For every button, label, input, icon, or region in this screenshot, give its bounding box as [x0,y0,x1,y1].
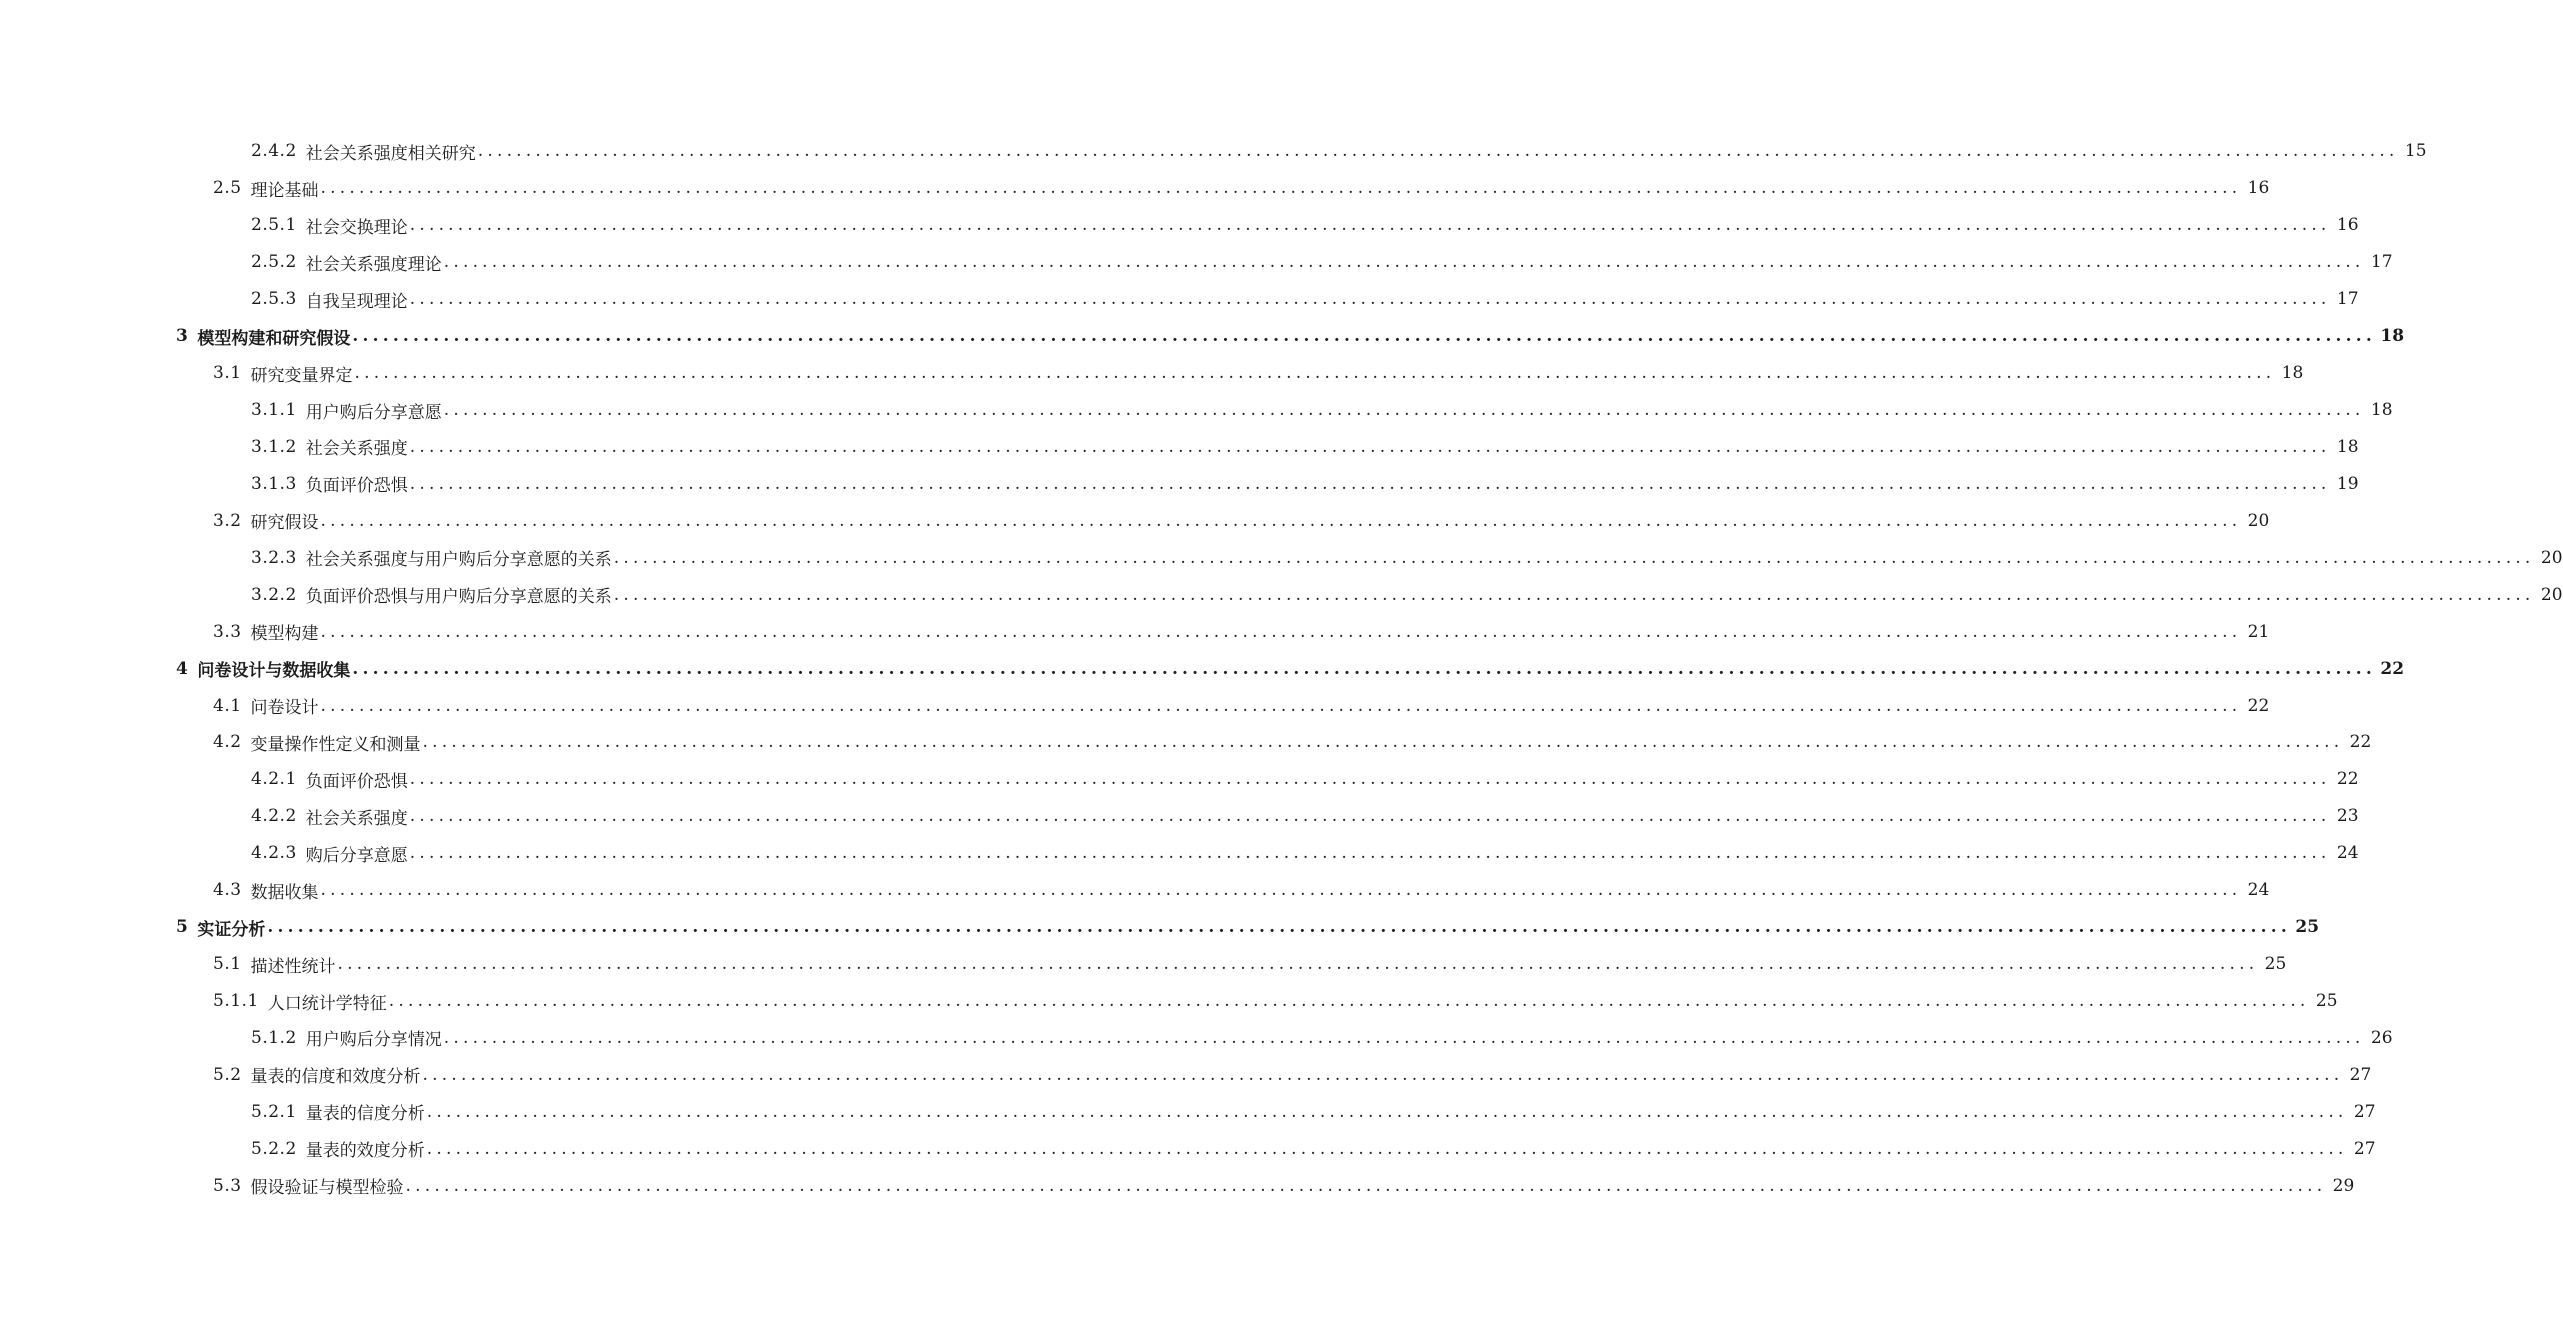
toc-entry-number: 5.2.2 [251,1138,297,1159]
toc-entry-number: 4.2 [213,732,242,753]
toc-entry[interactable] [0,392,2393,429]
toc-entry-title: 理论基础 [250,180,319,201]
toc-entry-title: 负面评价恐惧 [305,771,408,792]
toc-entry[interactable] [0,724,2372,761]
toc-entry[interactable] [0,133,2427,170]
toc-entry-page: 22 [2380,658,2405,679]
toc-entry-number: 3.1.2 [251,436,297,457]
toc-leader-dots: ........................................................................................................................................................................................................ [352,326,2377,347]
toc-entry[interactable] [0,613,2270,650]
toc-leader-dots: ........................................................................................................................................................................................................ [409,769,2331,790]
toc-entry-number: 3.3 [213,621,242,642]
toc-entry-title: 量表的信度分析 [305,1104,425,1125]
toc-entry[interactable] [0,281,2359,318]
toc-entry[interactable] [0,983,2338,1020]
toc-entry-page: 25 [2295,917,2320,938]
toc-leader-dots: ........................................................................................................................................................................................................ [409,806,2331,827]
toc-entry-page: 22 [2247,695,2270,716]
toc-entry-title: 社会关系强度与用户购后分享意愿的关系 [305,550,612,571]
toc-leader-dots: ........................................................................................................................................................................................................ [320,880,2242,901]
toc-entry-title: 数据收集 [250,882,319,903]
toc-entry-number: 3.1.3 [251,473,297,494]
toc-entry[interactable] [0,576,2563,613]
toc-entry-title: 量表的效度分析 [305,1141,425,1162]
toc-leader-dots: ........................................................................................................................................................................................................ [426,1138,2348,1159]
toc-entry-title: 描述性统计 [250,956,336,977]
toc-entry-title: 问卷设计 [250,698,319,719]
toc-entry-page: 18 [2370,400,2393,421]
toc-entry-title: 问卷设计与数据收集 [197,661,351,682]
toc-entry-number: 4.2.1 [251,769,297,790]
toc-leader-dots: ........................................................................................................................................................................................................ [354,363,2276,384]
toc-entry[interactable] [0,761,2359,798]
toc-entry-page: 24 [2247,880,2270,901]
toc-leader-dots: ........................................................................................................................................................................................................ [613,547,2535,568]
toc-entry-title: 负面评价恐惧 [305,476,408,497]
toc-entry-title: 自我呈现理论 [305,291,408,312]
toc-entry[interactable] [0,946,2287,983]
toc-entry-page: 18 [2380,326,2405,347]
toc-leader-dots: ........................................................................................................................................................................................................ [409,289,2331,310]
toc-entry[interactable] [0,1130,2376,1167]
toc-entry-page: 29 [2332,1175,2355,1196]
toc-entry-page: 25 [2315,991,2338,1012]
toc-entry-page: 26 [2370,1027,2393,1048]
toc-entry-page: 27 [2353,1101,2376,1122]
toc-entry[interactable] [0,872,2270,909]
toc-leader-dots: ........................................................................................................................................................................................................ [422,732,2344,753]
toc-entry-page: 18 [2336,436,2359,457]
toc-entry[interactable] [0,835,2359,872]
toc-entry[interactable] [0,909,2320,946]
toc-leader-dots: ........................................................................................................................................................................................................ [320,510,2242,531]
toc-entry[interactable] [0,465,2359,502]
toc-leader-dots: ........................................................................................................................................................................................................ [422,1064,2344,1085]
toc-leader-dots: ........................................................................................................................................................................................................ [409,473,2331,494]
toc-entry-title: 负面评价恐惧与用户购后分享意愿的关系 [305,587,612,608]
toc-entry[interactable] [0,650,2405,687]
toc-entry-title: 研究假设 [250,513,319,534]
toc-entry[interactable] [0,1093,2376,1130]
toc-leader-dots: ........................................................................................................................................................................................................ [409,215,2331,236]
toc-entry-number: 5.1.2 [251,1027,297,1048]
toc-entry-number: 2.5.3 [251,289,297,310]
toc-entry-title: 模型构建 [250,624,319,645]
toc-entry-page: 15 [2404,141,2427,162]
toc-entry-title: 社会关系强度理论 [305,254,442,275]
toc-entry-title: 购后分享意愿 [305,845,408,866]
toc-entry-page: 23 [2336,806,2359,827]
toc-entry-page: 19 [2336,473,2359,494]
toc-entry-number: 3.1 [213,363,242,384]
toc-entry[interactable] [0,244,2393,281]
toc-entry[interactable] [0,429,2359,466]
toc-entry-number: 2.5 [213,178,242,199]
toc-entry-page: 21 [2247,621,2270,642]
toc-entry-number: 2.4.2 [251,141,297,162]
toc-entry-number: 2.5.2 [251,252,297,273]
toc-entry-title: 变量操作性定义和测量 [250,734,421,755]
toc-entry-number: 5.1.1 [213,991,259,1012]
toc-entry-number: 3 [176,326,189,347]
toc-entry[interactable] [0,318,2405,355]
toc-entry-page: 17 [2370,252,2393,273]
toc-leader-dots: ........................................................................................................................................................................................................ [388,991,2310,1012]
toc-entry[interactable] [0,170,2270,207]
toc-leader-dots: ........................................................................................................................................................................................................ [426,1101,2348,1122]
toc-entry-number: 3.2.3 [251,547,297,568]
toc-entry-number: 4 [176,658,189,679]
toc-entry-number: 2.5.1 [251,215,297,236]
toc-entry-title: 社会关系强度相关研究 [305,143,476,164]
toc-entry[interactable] [0,539,2563,576]
toc-leader-dots: ........................................................................................................................................................................................................ [267,917,2292,938]
table-of-contents [0,133,2563,1204]
toc-entry-number: 3.2.2 [251,584,297,605]
toc-entry-title: 研究变量界定 [250,365,353,386]
toc-entry-title: 量表的信度和效度分析 [250,1067,421,1088]
toc-entry-page: 16 [2336,215,2359,236]
toc-entry-number: 4.2.2 [251,806,297,827]
toc-entry-title: 社会关系强度 [305,439,408,460]
toc-entry-page: 27 [2349,1064,2372,1085]
toc-entry-page: 17 [2336,289,2359,310]
toc-leader-dots: ........................................................................................................................................................................................................ [409,843,2331,864]
toc-entry-page: 27 [2353,1138,2376,1159]
toc-leader-dots: ........................................................................................................................................................................................................ [613,584,2535,605]
toc-entry[interactable] [0,1020,2393,1057]
toc-entry-number: 4.3 [213,880,242,901]
toc-entry-title: 用户购后分享意愿 [305,402,442,423]
toc-entry-page: 25 [2264,954,2287,975]
toc-entry-number: 5.1 [213,954,242,975]
toc-leader-dots: ........................................................................................................................................................................................................ [320,178,2242,199]
toc-entry-title: 社会关系强度 [305,808,408,829]
toc-entry[interactable] [0,502,2270,539]
toc-entry-page: 22 [2349,732,2372,753]
toc-entry-number: 5.2 [213,1064,242,1085]
toc-entry-title: 模型构建和研究假设 [197,328,351,349]
toc-leader-dots: ........................................................................................................................................................................................................ [405,1175,2327,1196]
toc-entry-page: 24 [2336,843,2359,864]
toc-leader-dots: ........................................................................................................................................................................................................ [352,658,2377,679]
toc-leader-dots: ........................................................................................................................................................................................................ [337,954,2259,975]
toc-entry[interactable] [0,355,2304,392]
toc-entry-number: 5.3 [213,1175,242,1196]
toc-leader-dots: ........................................................................................................................................................................................................ [320,621,2242,642]
toc-entry-title: 用户购后分享情况 [305,1030,442,1051]
toc-entry-number: 5 [176,917,189,938]
toc-entry[interactable] [0,1167,2355,1204]
toc-entry-number: 4.2.3 [251,843,297,864]
toc-entry-page: 18 [2281,363,2304,384]
toc-leader-dots: ........................................................................................................................................................................................................ [443,1027,2365,1048]
toc-entry-number: 4.1 [213,695,242,716]
toc-entry-number: 3.2 [213,510,242,531]
toc-entry-page: 22 [2336,769,2359,790]
toc-leader-dots: ........................................................................................................................................................................................................ [320,695,2242,716]
toc-leader-dots: ........................................................................................................................................................................................................ [477,141,2399,162]
toc-entry-page: 20 [2540,584,2563,605]
toc-entry-page: 16 [2247,178,2270,199]
toc-entry-title: 社会交换理论 [305,217,408,238]
toc-leader-dots: ........................................................................................................................................................................................................ [409,436,2331,457]
toc-leader-dots: ........................................................................................................................................................................................................ [443,252,2365,273]
toc-entry-title: 假设验证与模型检验 [250,1178,404,1199]
toc-leader-dots: ........................................................................................................................................................................................................ [443,400,2365,421]
toc-entry-title: 实证分析 [197,919,266,940]
toc-entry-number: 5.2.1 [251,1101,297,1122]
toc-entry[interactable] [0,687,2270,724]
toc-entry-page: 20 [2540,547,2563,568]
toc-entry[interactable] [0,798,2359,835]
toc-entry-number: 3.1.1 [251,400,297,421]
toc-entry[interactable] [0,207,2359,244]
toc-entry-title: 人口统计学特征 [267,993,387,1014]
toc-entry[interactable] [0,1056,2372,1093]
toc-entry-page: 20 [2247,510,2270,531]
